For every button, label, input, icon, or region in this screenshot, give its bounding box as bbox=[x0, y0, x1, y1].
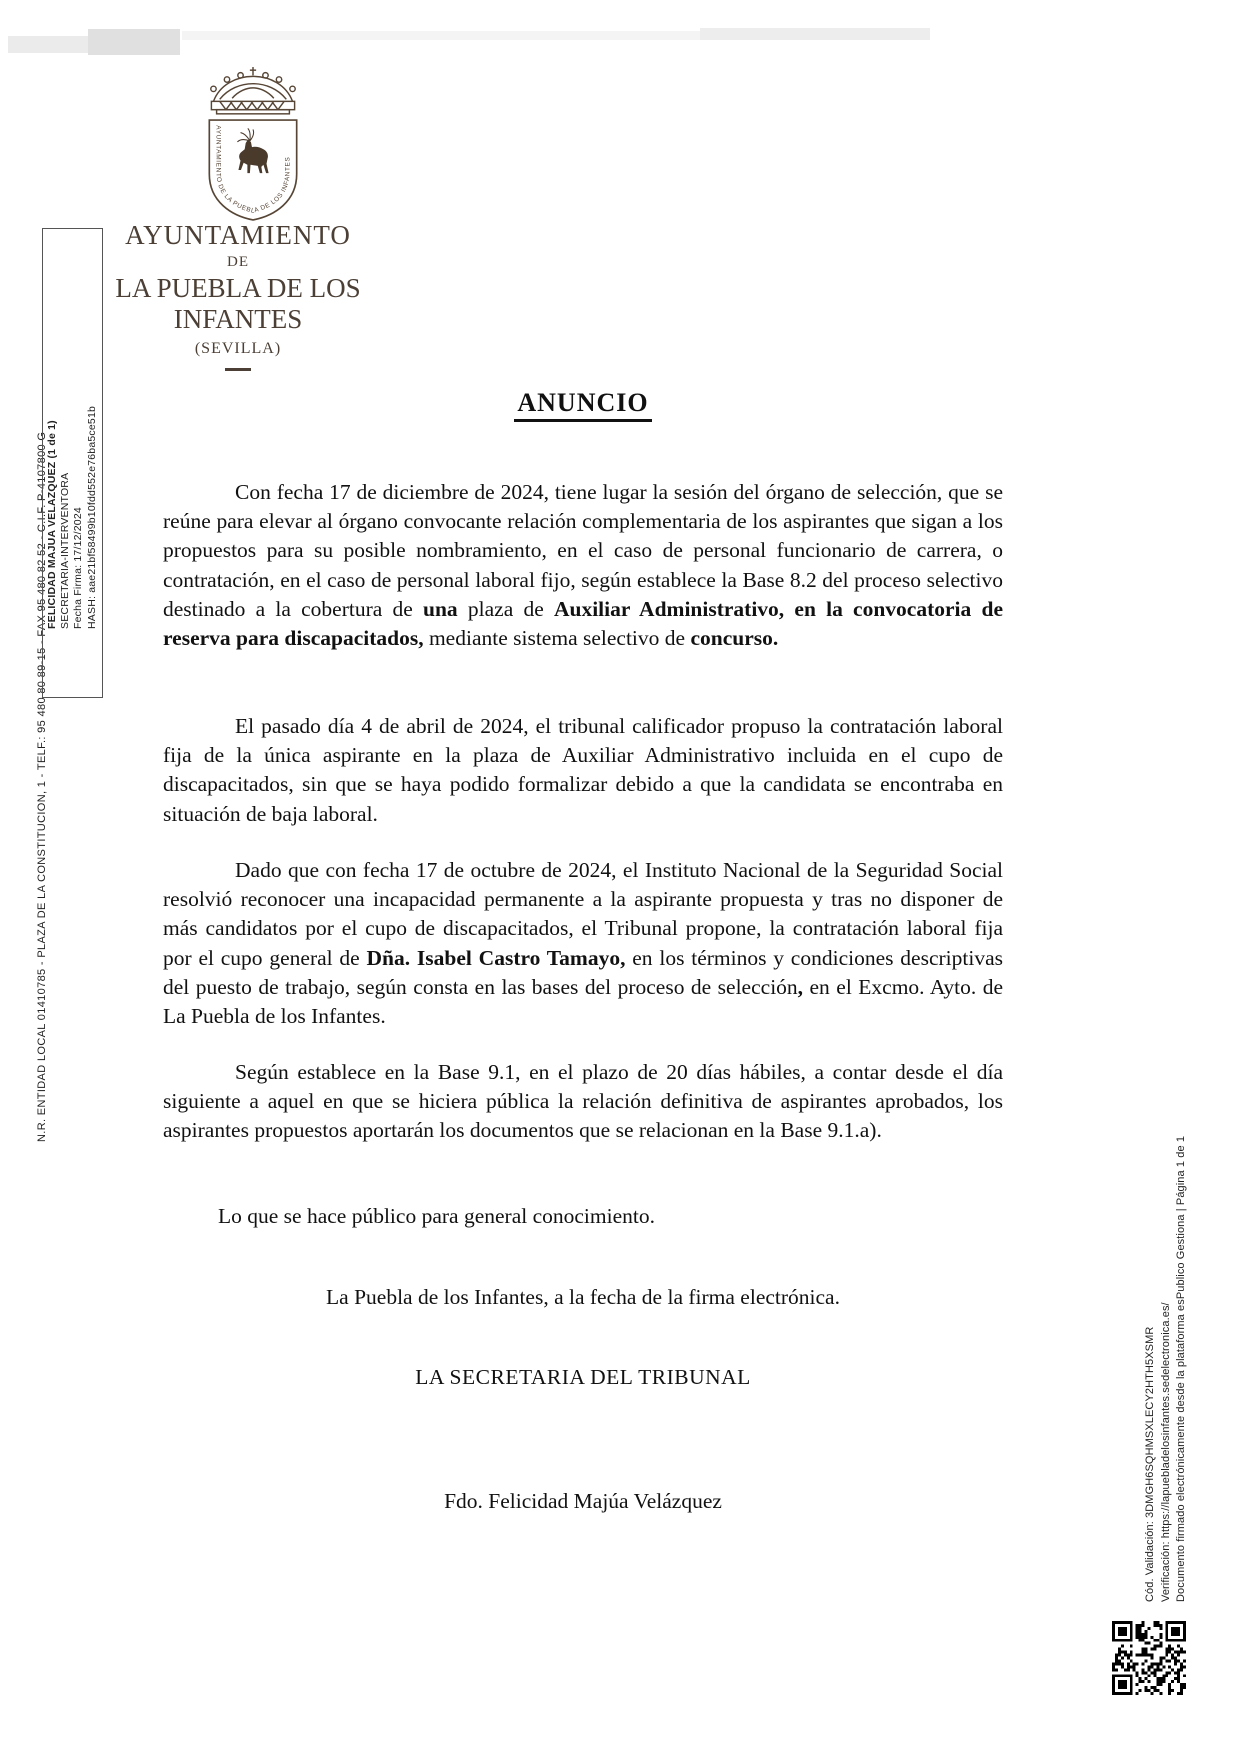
municipal-crest-icon bbox=[198, 66, 308, 222]
margin-entity-address: N.R. ENTIDAD LOCAL 01410785 - PLAZA DE LA CONSTITUCION, 1 - TELF.: 95 480 80 89-15 - FAX 95 480 82 52 - C.I.F. P-4107800 G bbox=[36, 431, 48, 1142]
paragraph-place-date: La Puebla de los Infantes, a la fecha de la firma electrónica. bbox=[326, 1285, 840, 1309]
validation-code: Cód. Validación: 3DMGH6SQHMSXLECY2HTH5XSMR bbox=[1144, 1326, 1156, 1602]
scan-artifact bbox=[88, 29, 180, 55]
platform-page-info: Documento firmado electrónicamente desde la plataforma esPublico Gestiona | Página 1 de 1 bbox=[1175, 1135, 1187, 1602]
org-name-line2: DE bbox=[227, 254, 249, 270]
electronic-signature-stamp bbox=[42, 228, 103, 698]
verification-url: Verificación: https://lapuebladelosinfantes.sedelectronica.es/ bbox=[1159, 1302, 1172, 1602]
signer-role: SECRETARIA-INTERVENTORA bbox=[59, 472, 72, 629]
letterhead bbox=[52, 220, 424, 371]
paragraph-signed-by: Fdo. Felicidad Majúa Velázquez bbox=[444, 1489, 722, 1513]
document-title: ANUNCIO bbox=[163, 388, 1003, 418]
org-province: (SEVILLA) bbox=[194, 340, 282, 357]
letterhead-divider bbox=[225, 368, 251, 371]
validation-metadata bbox=[1143, 1136, 1190, 1602]
crest-ring-text: AYUNTAMIENTO DE LA PUEBLA DE LOS INFANTES bbox=[214, 125, 292, 215]
org-name-line3: LA PUEBLA DE LOS INFANTES bbox=[115, 273, 361, 334]
scan-artifact bbox=[700, 28, 930, 40]
scan-artifact bbox=[182, 31, 702, 40]
paragraph-session: Con fecha 17 de diciembre de 2024, tiene lugar la sesión del órgano de selección, que se reúne para elevar al órgano convocante relación complementaria de los aspirantes que sigan a los propuestos para su posible nombramiento, en el caso de personal funcionario de carrera, o contratación, en el caso de personal laboral fijo, según establece la Base 8.2 del proceso selectivo destinado a la cobertura de una plaza de Auxiliar Administrativo, en la convocatoria de reserva para discapacitados, mediante sistema selectivo de concurso. bbox=[163, 480, 1003, 651]
org-name-line1: AYUNTAMIENTO bbox=[125, 220, 351, 250]
paragraph-secretary: LA SECRETARIA DEL TRIBUNAL bbox=[415, 1365, 751, 1389]
qr-code-icon bbox=[1112, 1621, 1186, 1695]
signature-date: Fecha Firma: 17/12/2024 bbox=[72, 507, 85, 629]
paragraph-proposal: Dado que con fecha 17 de octubre de 2024, el Instituto Nacional de la Seguridad Social resolvió reconocer una incapacidad permanente a la aspirante propuesta y tras no disponer de más candidatos por el cupo de discapacitados, el Tribunal propone, la contratación laboral fija por el cupo general de Dña. Isabel Castro Tamayo, en los términos y condiciones descriptivas del puesto de trabajo, según consta en las bases del proceso de selección, en el Excmo. Ayto. de La Puebla de los Infantes. bbox=[163, 858, 1003, 1029]
signer-name: FELICIDAD MAJUA VELAZQUEZ (1 de 1) bbox=[46, 420, 58, 629]
paragraph-april: El pasado día 4 de abril de 2024, el tribunal calificador propuso la contratación laboral fija de la única aspirante en la plaza de Auxiliar Administrativo incluida en el cupo de discapacitados, sin que se haya podido formalizar debido a que la candidata se encontraba en situación de baja laboral. bbox=[163, 714, 1003, 826]
paragraph-public: Lo que se hace público para general conocimiento. bbox=[218, 1204, 655, 1228]
signature-hash: HASH: aae21bf58499b10fdd552e76ba5ce51b bbox=[85, 405, 98, 629]
paragraph-base91: Según establece en la Base 9.1, en el plazo de 20 días hábiles, a contar desde el día siguiente a aquel en que se hiciera pública la relación definitiva de aspirantes aprobados, los aspirantes propuestos aportarán los documentos que se relacionan en la Base 9.1.a). bbox=[163, 1060, 1003, 1143]
